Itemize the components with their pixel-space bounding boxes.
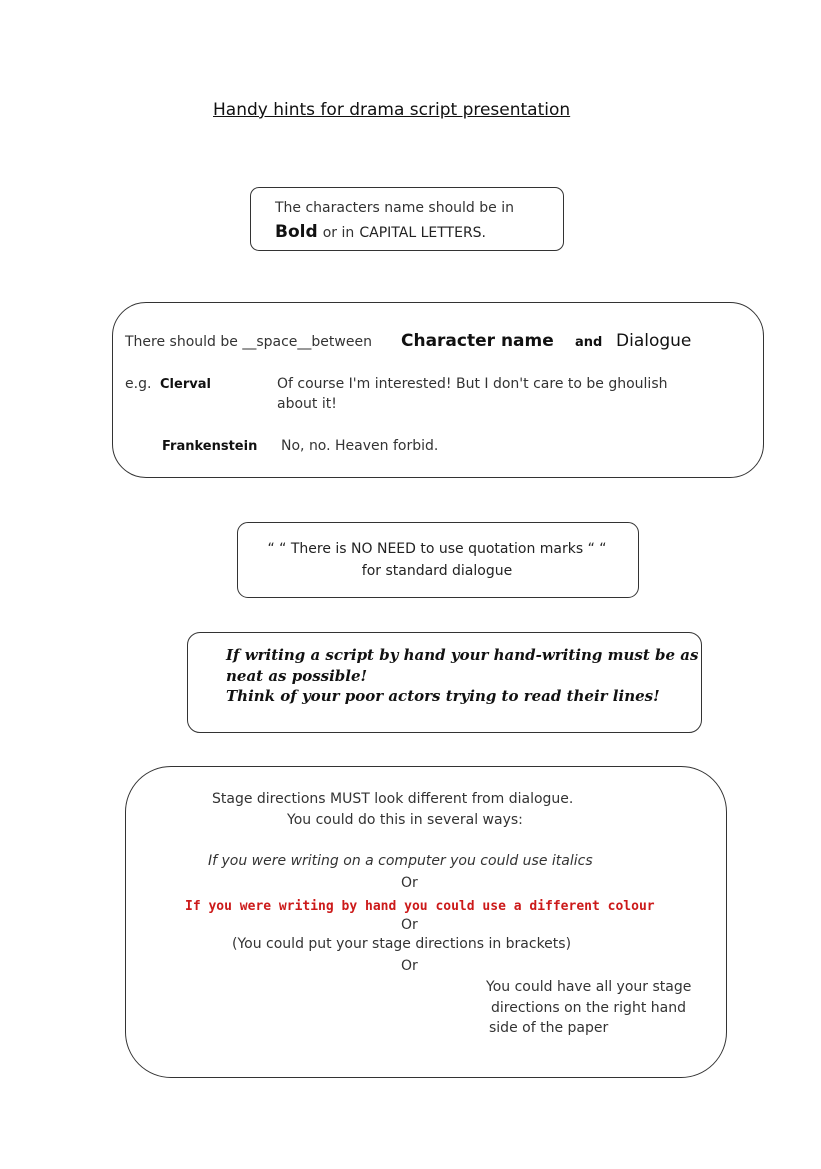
box5-brackets-example: (You could put your stage directions in brackets): [232, 936, 572, 952]
box5-line1: Stage directions MUST look different from dialogue.: [212, 791, 574, 807]
box5-or-2: Or: [401, 917, 418, 933]
box2-and: and: [575, 335, 603, 350]
page-title: Handy hints for drama script presentation: [213, 100, 571, 120]
box5-right-line2: directions on the right hand: [491, 1000, 686, 1016]
box2-character-name: Character name: [401, 331, 554, 351]
box5-or-3: Or: [401, 958, 418, 974]
box5-red-example: If you were writing by hand you could use a different colour: [185, 899, 655, 914]
box2-eg: e.g.: [125, 376, 152, 392]
box5-right-line3: side of the paper: [489, 1020, 609, 1036]
box1-line1: The characters name should be in: [275, 200, 514, 216]
hint-box-quotation-marks: [237, 522, 639, 598]
box5-italic-example: If you were writing on a computer you could use italics: [208, 853, 593, 869]
box2-char-clerval: Clerval: [160, 377, 211, 392]
box1-bold-word: Bold: [275, 222, 318, 242]
box4-line1: If writing a script by hand your hand-writing must be as: [226, 646, 699, 664]
box5-line2: You could do this in several ways:: [287, 812, 523, 828]
box4-line2: neat as possible!: [226, 667, 368, 685]
box2-intro: There should be __space__between: [125, 334, 372, 350]
box3-line2: for standard dialogue: [361, 563, 513, 579]
box5-or-1: Or: [401, 875, 418, 891]
box2-line2: No, no. Heaven forbid.: [281, 438, 439, 454]
box3-line1: “ “ There is NO NEED to use quotation marks “ “: [267, 541, 607, 557]
box2-dialogue: Dialogue: [616, 331, 692, 351]
box1-or-in: or in: [322, 225, 355, 241]
box1-caps: CAPITAL LETTERS.: [359, 225, 487, 241]
box1-line2: [275, 222, 486, 242]
box2-line1a: Of course I'm interested! But I don't care to be ghoulish: [277, 376, 668, 392]
box5-right-line1: You could have all your stage: [486, 979, 692, 995]
box2-char-frankenstein: Frankenstein: [162, 439, 258, 454]
box2-line1b: about it!: [277, 396, 337, 412]
box4-line3: Think of your poor actors trying to read their lines!: [226, 687, 660, 705]
